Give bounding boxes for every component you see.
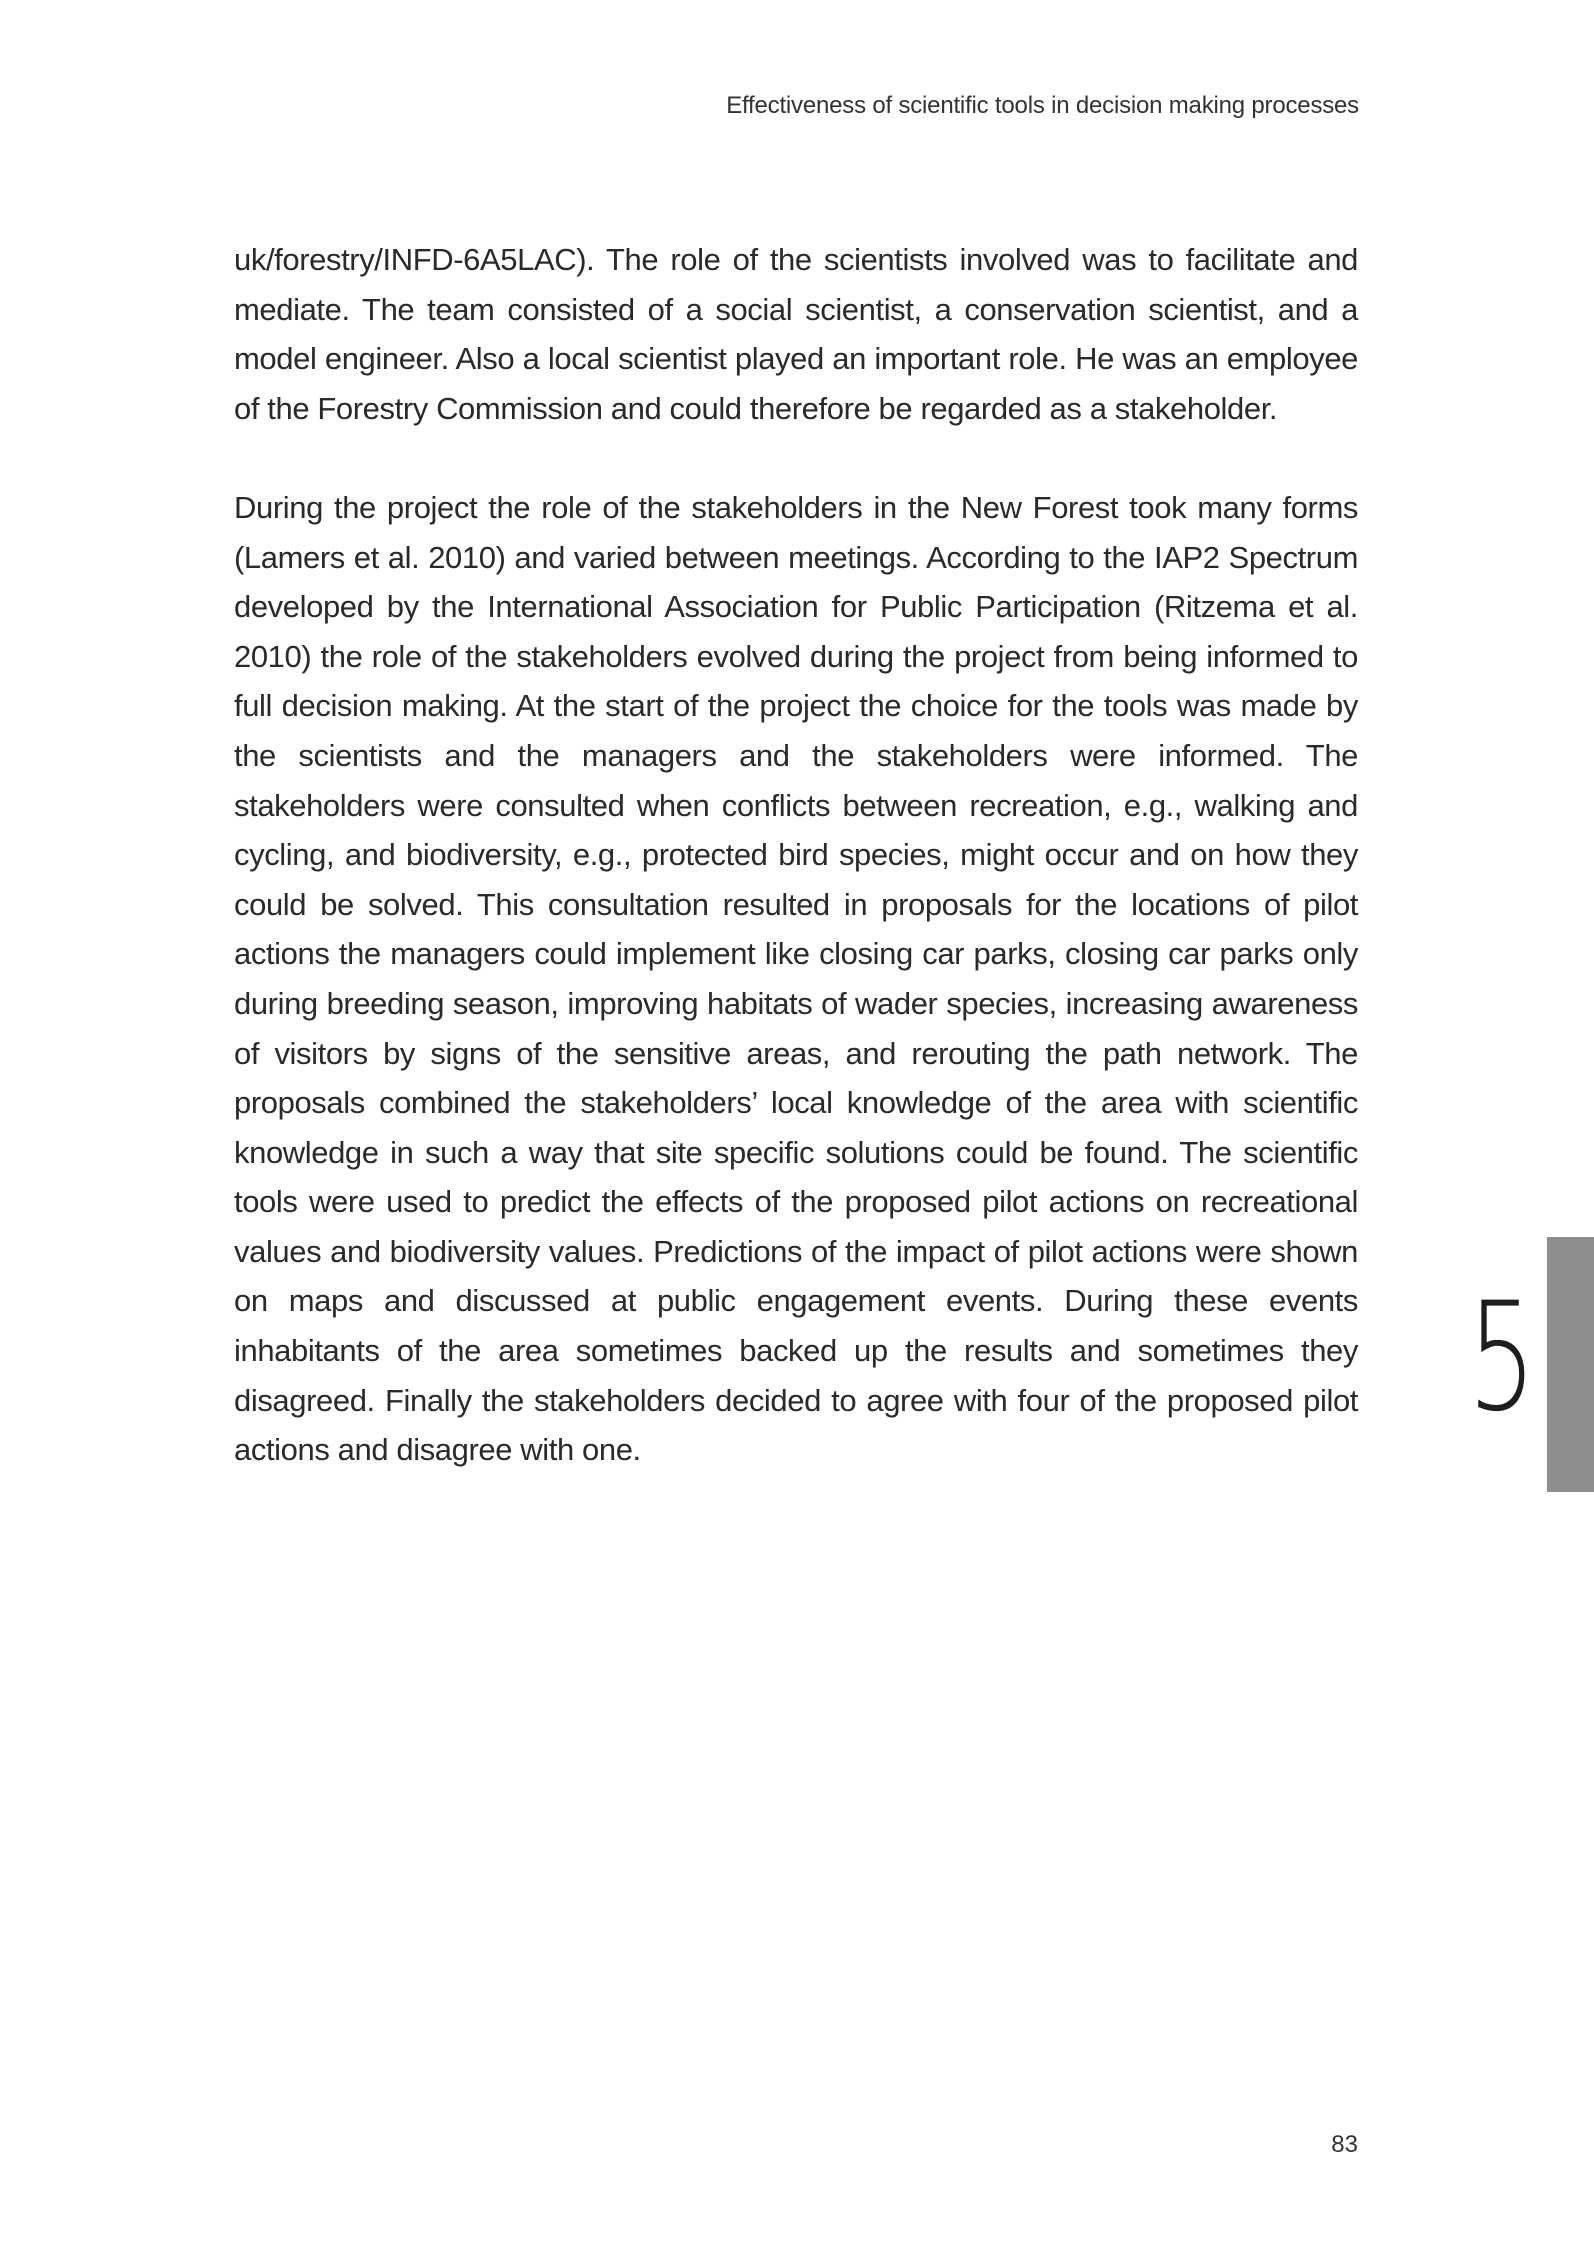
running-header: Effectiveness of scientific tools in decision making processes (726, 92, 1359, 119)
page-number: 83 (1331, 2131, 1358, 2158)
paragraph-1: uk/forestry/INFD-6A5LAC). The role of the scientists involved was to facilitate and mediate. The team consisted of a social scientist, a conservation scientist, and a model engineer. Also a local scientist played an important role. He was an employee of the Forestry Commission and could therefore be regarded as a stakeholder. (234, 242, 1358, 426)
body-text (234, 235, 1358, 1475)
chapter-thumb-tab (1547, 1237, 1594, 1492)
paragraph-2: During the project the role of the stakeholders in the New Forest took many forms (Lamers et al. 2010) and varied between meetings. According to the IAP2 Spectrum developed by the International Association for Public Participation (Ritzema et al. 2010) the role of the stakeholders evolved during the project from being informed to full decision making. At the start of the project the choice for the tools was made by the scientists and the managers and the stakeholders were informed. The stakeholders were consulted when conflicts between recreation, e.g., walking and cycling, and biodiversity, e.g., protected bird species, might occur and on how they could be solved. This consultation resulted in proposals for the locations of pilot actions the managers could implement like closing car parks, closing car parks only during breeding season, improving habitats of wader species, increasing awareness of visitors by signs of the sensitive areas, and rerouting the path network. The proposals combined the stakeholders’ local knowledge of the area with scientific knowledge in such a way that site specific solutions could be found. The scientific tools were used to predict the effects of the proposed pilot actions on recreational values and biodiversity values. Predictions of the impact of pilot actions were shown on maps and discussed at public engagement events. During these events inhabitants of the area sometimes backed up the results and sometimes they disagreed. Finally the stakeholders decided to agree with four of the proposed pilot actions and disagree with one. (234, 489, 1358, 1468)
chapter-number: 5 (1467, 1271, 1537, 1445)
